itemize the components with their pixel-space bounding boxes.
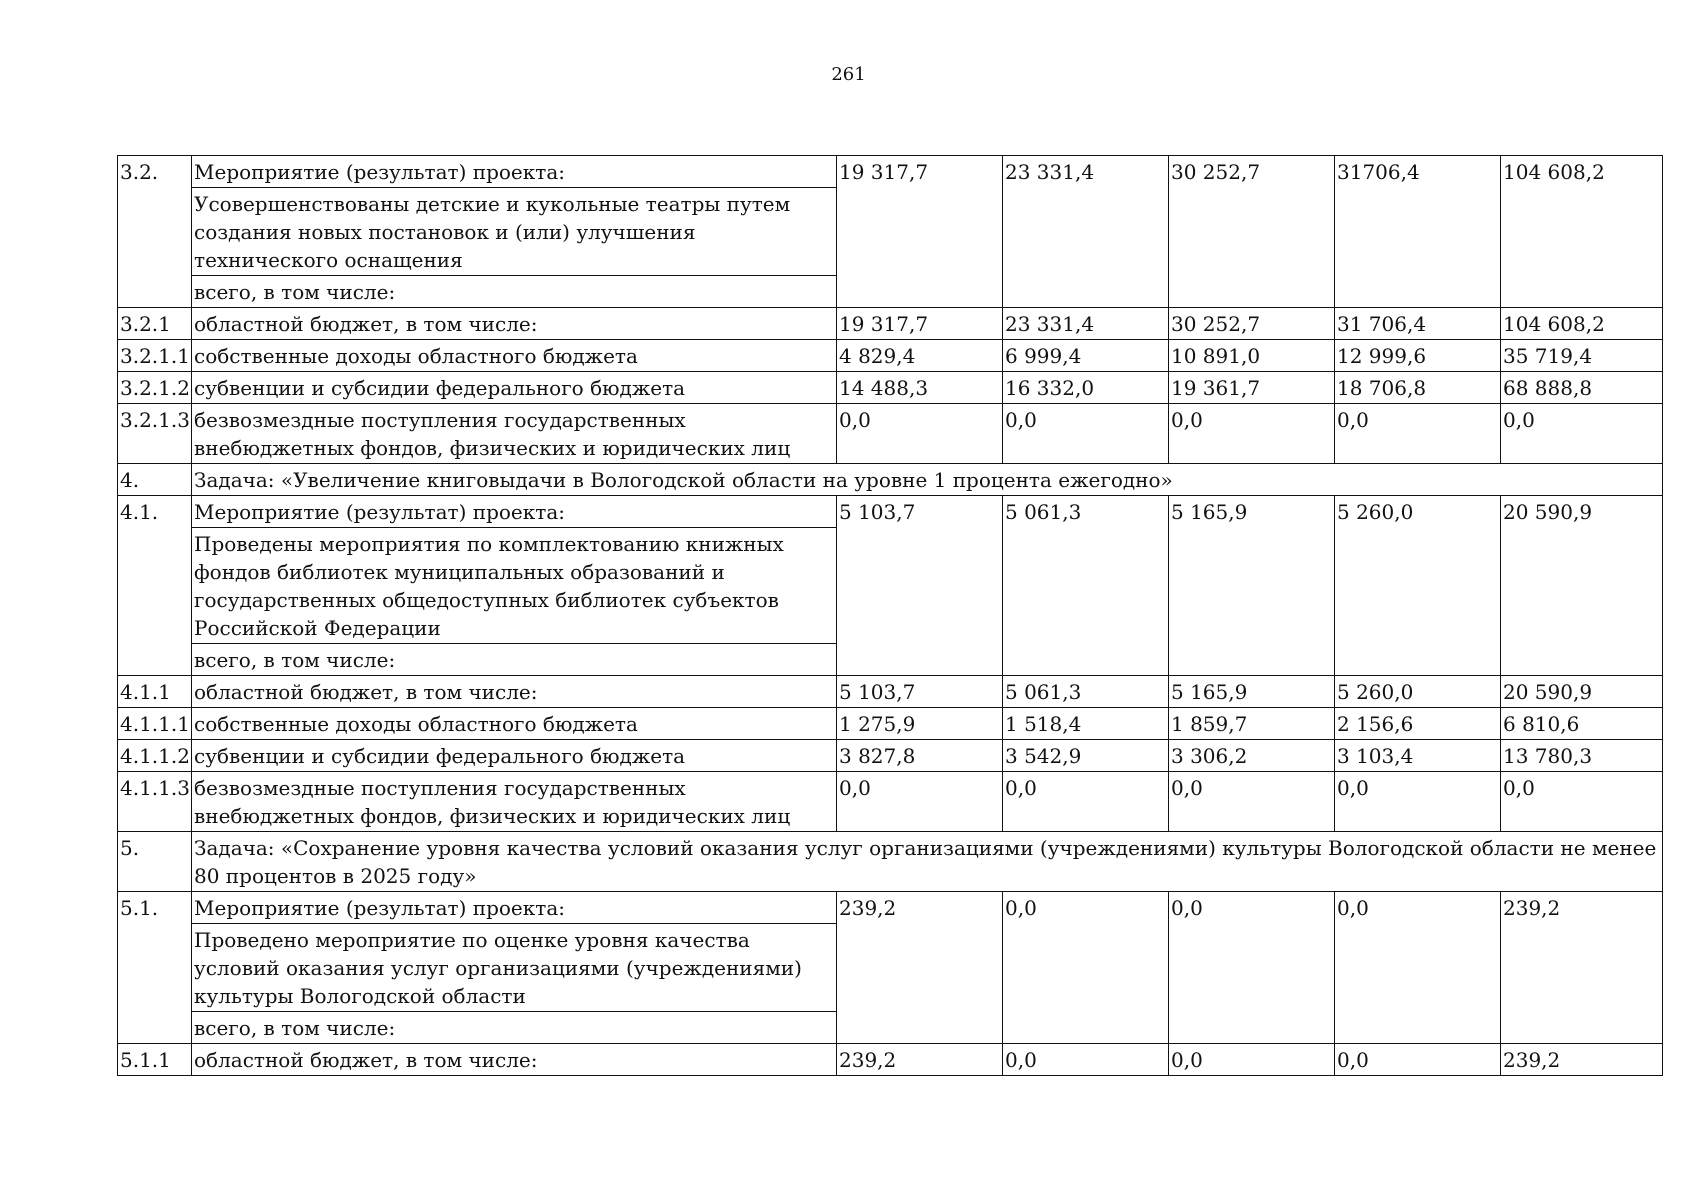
row-subtotal-label: всего, в том числе: bbox=[192, 644, 837, 676]
value-cell: 0,0 bbox=[1169, 404, 1335, 464]
value-cell: 5 103,7 bbox=[837, 496, 1003, 676]
task-heading: Задача: «Сохранение уровня качества условий оказания услуг организациями (учреждениями) культуры Вологодской области не менее 80 процентов в 2025 году» bbox=[192, 832, 1663, 892]
total-cell: 13 780,3 bbox=[1501, 740, 1663, 772]
row-number: 4.1.1.3 bbox=[118, 772, 192, 832]
row-number: 5.1. bbox=[118, 892, 192, 1044]
row-number: 4. bbox=[118, 464, 192, 496]
table-row bbox=[118, 772, 1663, 832]
value-cell: 5 260,0 bbox=[1335, 496, 1501, 676]
value-cell: 3 827,8 bbox=[837, 740, 1003, 772]
table-row bbox=[118, 496, 1663, 528]
table-row bbox=[118, 372, 1663, 404]
table-row bbox=[118, 156, 1663, 188]
total-cell: 239,2 bbox=[1501, 1044, 1663, 1076]
row-subtotal-label: всего, в том числе: bbox=[192, 276, 837, 308]
table-row bbox=[118, 892, 1663, 924]
value-cell: 0,0 bbox=[1003, 404, 1169, 464]
value-cell: 23 331,4 bbox=[1003, 156, 1169, 308]
value-cell: 0,0 bbox=[837, 404, 1003, 464]
table-row bbox=[118, 308, 1663, 340]
row-subtotal-label: всего, в том числе: bbox=[192, 1012, 837, 1044]
value-cell: 6 999,4 bbox=[1003, 340, 1169, 372]
row-number: 3.2. bbox=[118, 156, 192, 308]
value-cell: 239,2 bbox=[837, 1044, 1003, 1076]
row-label: Мероприятие (результат) проекта: bbox=[192, 496, 837, 528]
value-cell: 5 061,3 bbox=[1003, 676, 1169, 708]
value-cell: 3 103,4 bbox=[1335, 740, 1501, 772]
table-row bbox=[118, 708, 1663, 740]
value-cell: 4 829,4 bbox=[837, 340, 1003, 372]
row-number: 5.1.1 bbox=[118, 1044, 192, 1076]
value-cell: 19 361,7 bbox=[1169, 372, 1335, 404]
row-label: областной бюджет, в том числе: bbox=[192, 1044, 837, 1076]
total-cell: 6 810,6 bbox=[1501, 708, 1663, 740]
value-cell: 1 275,9 bbox=[837, 708, 1003, 740]
total-cell: 20 590,9 bbox=[1501, 676, 1663, 708]
row-number: 3.2.1.3 bbox=[118, 404, 192, 464]
value-cell: 2 156,6 bbox=[1335, 708, 1501, 740]
value-cell: 10 891,0 bbox=[1169, 340, 1335, 372]
total-cell: 20 590,9 bbox=[1501, 496, 1663, 676]
row-label: областной бюджет, в том числе: bbox=[192, 676, 837, 708]
row-number: 3.2.1.1 bbox=[118, 340, 192, 372]
row-label: Мероприятие (результат) проекта: bbox=[192, 892, 837, 924]
value-cell: 31706,4 bbox=[1335, 156, 1501, 308]
value-cell: 1 859,7 bbox=[1169, 708, 1335, 740]
row-number: 4.1.1 bbox=[118, 676, 192, 708]
value-cell: 19 317,7 bbox=[837, 156, 1003, 308]
table-row bbox=[118, 404, 1663, 464]
table-row bbox=[118, 340, 1663, 372]
value-cell: 3 542,9 bbox=[1003, 740, 1169, 772]
value-cell: 31 706,4 bbox=[1335, 308, 1501, 340]
row-label: субвенции и субсидии федерального бюджета bbox=[192, 740, 837, 772]
table-row bbox=[118, 676, 1663, 708]
value-cell: 5 061,3 bbox=[1003, 496, 1169, 676]
row-label: собственные доходы областного бюджета bbox=[192, 708, 837, 740]
total-cell: 0,0 bbox=[1501, 772, 1663, 832]
value-cell: 0,0 bbox=[1335, 772, 1501, 832]
row-label: субвенции и субсидии федерального бюджета bbox=[192, 372, 837, 404]
table-row bbox=[118, 1044, 1663, 1076]
value-cell: 0,0 bbox=[1169, 892, 1335, 1044]
value-cell: 5 103,7 bbox=[837, 676, 1003, 708]
value-cell: 3 306,2 bbox=[1169, 740, 1335, 772]
value-cell: 19 317,7 bbox=[837, 308, 1003, 340]
value-cell: 16 332,0 bbox=[1003, 372, 1169, 404]
value-cell: 0,0 bbox=[1335, 1044, 1501, 1076]
value-cell: 12 999,6 bbox=[1335, 340, 1501, 372]
value-cell: 5 260,0 bbox=[1335, 676, 1501, 708]
value-cell: 5 165,9 bbox=[1169, 676, 1335, 708]
value-cell: 18 706,8 bbox=[1335, 372, 1501, 404]
row-number: 4.1. bbox=[118, 496, 192, 676]
total-cell: 104 608,2 bbox=[1501, 156, 1663, 308]
task-heading: Задача: «Увеличение книговыдачи в Вологодской области на уровне 1 процента ежегодно» bbox=[192, 464, 1663, 496]
page-number: 261 bbox=[831, 64, 866, 85]
value-cell: 23 331,4 bbox=[1003, 308, 1169, 340]
row-label: областной бюджет, в том числе: bbox=[192, 308, 837, 340]
row-label: Мероприятие (результат) проекта: bbox=[192, 156, 837, 188]
total-cell: 68 888,8 bbox=[1501, 372, 1663, 404]
value-cell: 0,0 bbox=[1003, 892, 1169, 1044]
value-cell: 30 252,7 bbox=[1169, 156, 1335, 308]
row-number: 5. bbox=[118, 832, 192, 892]
row-number: 3.2.1.2 bbox=[118, 372, 192, 404]
value-cell: 0,0 bbox=[1335, 404, 1501, 464]
row-description: Проведены мероприятия по комплектованию книжных фондов библиотек муниципальных образований и государственных общедоступных библиотек субъектов Российской Федерации bbox=[192, 528, 837, 644]
row-number: 4.1.1.1 bbox=[118, 708, 192, 740]
value-cell: 0,0 bbox=[1335, 892, 1501, 1044]
row-number: 3.2.1 bbox=[118, 308, 192, 340]
value-cell: 0,0 bbox=[837, 772, 1003, 832]
value-cell: 239,2 bbox=[837, 892, 1003, 1044]
table-row bbox=[118, 464, 1663, 496]
value-cell: 1 518,4 bbox=[1003, 708, 1169, 740]
total-cell: 0,0 bbox=[1501, 404, 1663, 464]
value-cell: 5 165,9 bbox=[1169, 496, 1335, 676]
value-cell: 0,0 bbox=[1169, 772, 1335, 832]
value-cell: 0,0 bbox=[1003, 1044, 1169, 1076]
table-row bbox=[118, 832, 1663, 892]
value-cell: 0,0 bbox=[1003, 772, 1169, 832]
row-description: Усовершенствованы детские и кукольные театры путем создания новых постановок и (или) улучшения технического оснащения bbox=[192, 188, 837, 276]
value-cell: 30 252,7 bbox=[1169, 308, 1335, 340]
row-description: Проведено мероприятие по оценке уровня качества условий оказания услуг организациями (учреждениями) культуры Вологодской области bbox=[192, 924, 837, 1012]
total-cell: 104 608,2 bbox=[1501, 308, 1663, 340]
value-cell: 14 488,3 bbox=[837, 372, 1003, 404]
row-label: безвозмездные поступления государственных внебюджетных фондов, физических и юридических лиц bbox=[192, 404, 837, 464]
table-row bbox=[118, 740, 1663, 772]
total-cell: 35 719,4 bbox=[1501, 340, 1663, 372]
budget-table bbox=[117, 155, 1663, 1076]
row-number: 4.1.1.2 bbox=[118, 740, 192, 772]
value-cell: 0,0 bbox=[1169, 1044, 1335, 1076]
row-label: безвозмездные поступления государственных внебюджетных фондов, физических и юридических лиц bbox=[192, 772, 837, 832]
row-label: собственные доходы областного бюджета bbox=[192, 340, 837, 372]
total-cell: 239,2 bbox=[1501, 892, 1663, 1044]
